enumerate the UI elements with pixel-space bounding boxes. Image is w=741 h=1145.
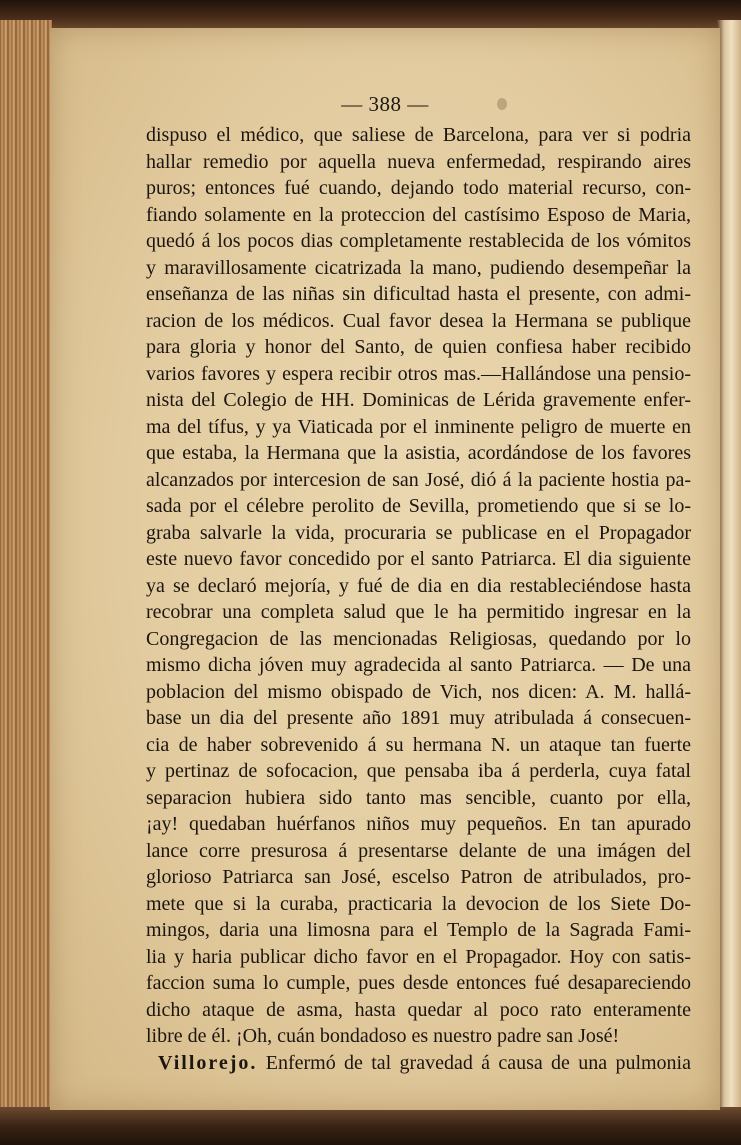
text-line: mismo dicha jóven muy agradecida al santo Patriarca. — De una <box>146 654 691 676</box>
page-number: — 388 — <box>341 92 429 116</box>
text-line: hallar remedio por aquella nueva enfermedad, respirando aires <box>146 150 691 173</box>
scan-bottom-border <box>0 1107 741 1145</box>
text-line: libre de él. ¡Oh, cuán bondadoso es nuestro padre san José! <box>146 1025 620 1047</box>
text-line: este nuevo favor concedido por el santo Patriarca. El dia siguiente <box>146 548 691 570</box>
text-line: Congregacion de las mencionadas Religiosas, quedando por lo <box>146 627 691 650</box>
scan-top-border <box>0 0 741 30</box>
page-body-text <box>146 122 691 1076</box>
text-line: ma del tífus, y ya Viaticada por el inminente peligro de muerte en <box>146 415 691 438</box>
text-line: cia de haber sobrevenido á su hermana N. un ataque tan fuerte <box>146 733 691 756</box>
text-line: varios favores y espera recibir otros mas.—Hallándose una pensio- <box>146 362 691 385</box>
place-name-heading: Villorejo. <box>158 1051 258 1074</box>
text-line: enseñanza de las niñas sin dificultad hasta el presente, con admi- <box>146 283 691 305</box>
text-line: nista del Colegio de HH. Dominicas de Lérida gravemente enfer- <box>146 389 691 411</box>
text-line: graba salvarle la vida, procuraria se publicase en el Propagador <box>146 521 691 544</box>
text-line: alcanzados por intercesion de san José, dió á la paciente hostia pa- <box>146 468 691 491</box>
text-line: fiando solamente en la proteccion del castísimo Esposo de Maria, <box>146 203 691 226</box>
paragraph-start-line <box>146 1050 691 1077</box>
text-line: y pertinaz de sofocacion, que pensaba iba á perderla, cuya fatal <box>146 760 691 782</box>
text-line: para gloria y honor del Santo, de quien confiesa haber recibido <box>146 336 691 358</box>
text-line: ya se declaró mejoría, y fué de dia en dia restableciéndose hasta <box>146 574 691 597</box>
text-line: mingos, daria una limosna para el Templo de la Sagrada Fami- <box>146 919 691 941</box>
text-line: que estaba, la Hermana que la asistia, acordándose de los favores <box>146 442 691 464</box>
text-line: base un dia del presente año 1891 muy atribulada á consecuen- <box>146 707 691 729</box>
text-line: dispuso el médico, que saliese de Barcelona, para ver si podria <box>146 124 691 146</box>
facing-page-edge <box>717 20 741 1130</box>
text-line: quedó á los pocos dias completamente restablecida de los vómitos <box>146 230 691 252</box>
text-line: puros; entonces fué cuando, dejando todo material recurso, con- <box>146 177 691 199</box>
text-line: poblacion del mismo obispado de Vich, nos dicen: A. M. hallá- <box>146 680 691 703</box>
text-line: mete que si la curaba, practicaria la devocion de los Siete Do- <box>146 892 691 915</box>
text-line-tail: Enfermó de tal gravedad á causa de una pulmonia <box>257 1051 691 1074</box>
text-line: dicho ataque de asma, hasta quedar al poco rato enteramente <box>146 998 691 1021</box>
text-line: y maravillosamente cicatrizada la mano, pudiendo desempeñar la <box>146 256 691 279</box>
text-line: lia y haria publicar dicho favor en el Propagador. Hoy con satis- <box>146 945 691 968</box>
text-line: faccion suma lo cumple, pues desde entonces fué desapareciendo <box>146 972 691 994</box>
text-line: recobrar una completa salud que le ha permitido ingresar en la <box>146 601 691 623</box>
text-line: lance corre presurosa á presentarse delante de una imágen del <box>146 839 691 862</box>
text-line: separacion hubiera sido tanto mas sencible, cuanto por ella, <box>146 786 691 809</box>
book-page-edges <box>0 20 52 1130</box>
text-line: ¡ay! quedaban huérfanos niños muy pequeños. En tan apurado <box>146 813 691 835</box>
text-line: racion de los médicos. Cual favor desea la Hermana se publique <box>146 309 691 332</box>
book-page <box>50 28 720 1110</box>
text-line: glorioso Patriarca san José, escelso Patron de atribulados, pro- <box>146 866 691 888</box>
text-line: sada por el célebre perolito de Sevilla, prometiendo que si se lo- <box>146 495 691 517</box>
